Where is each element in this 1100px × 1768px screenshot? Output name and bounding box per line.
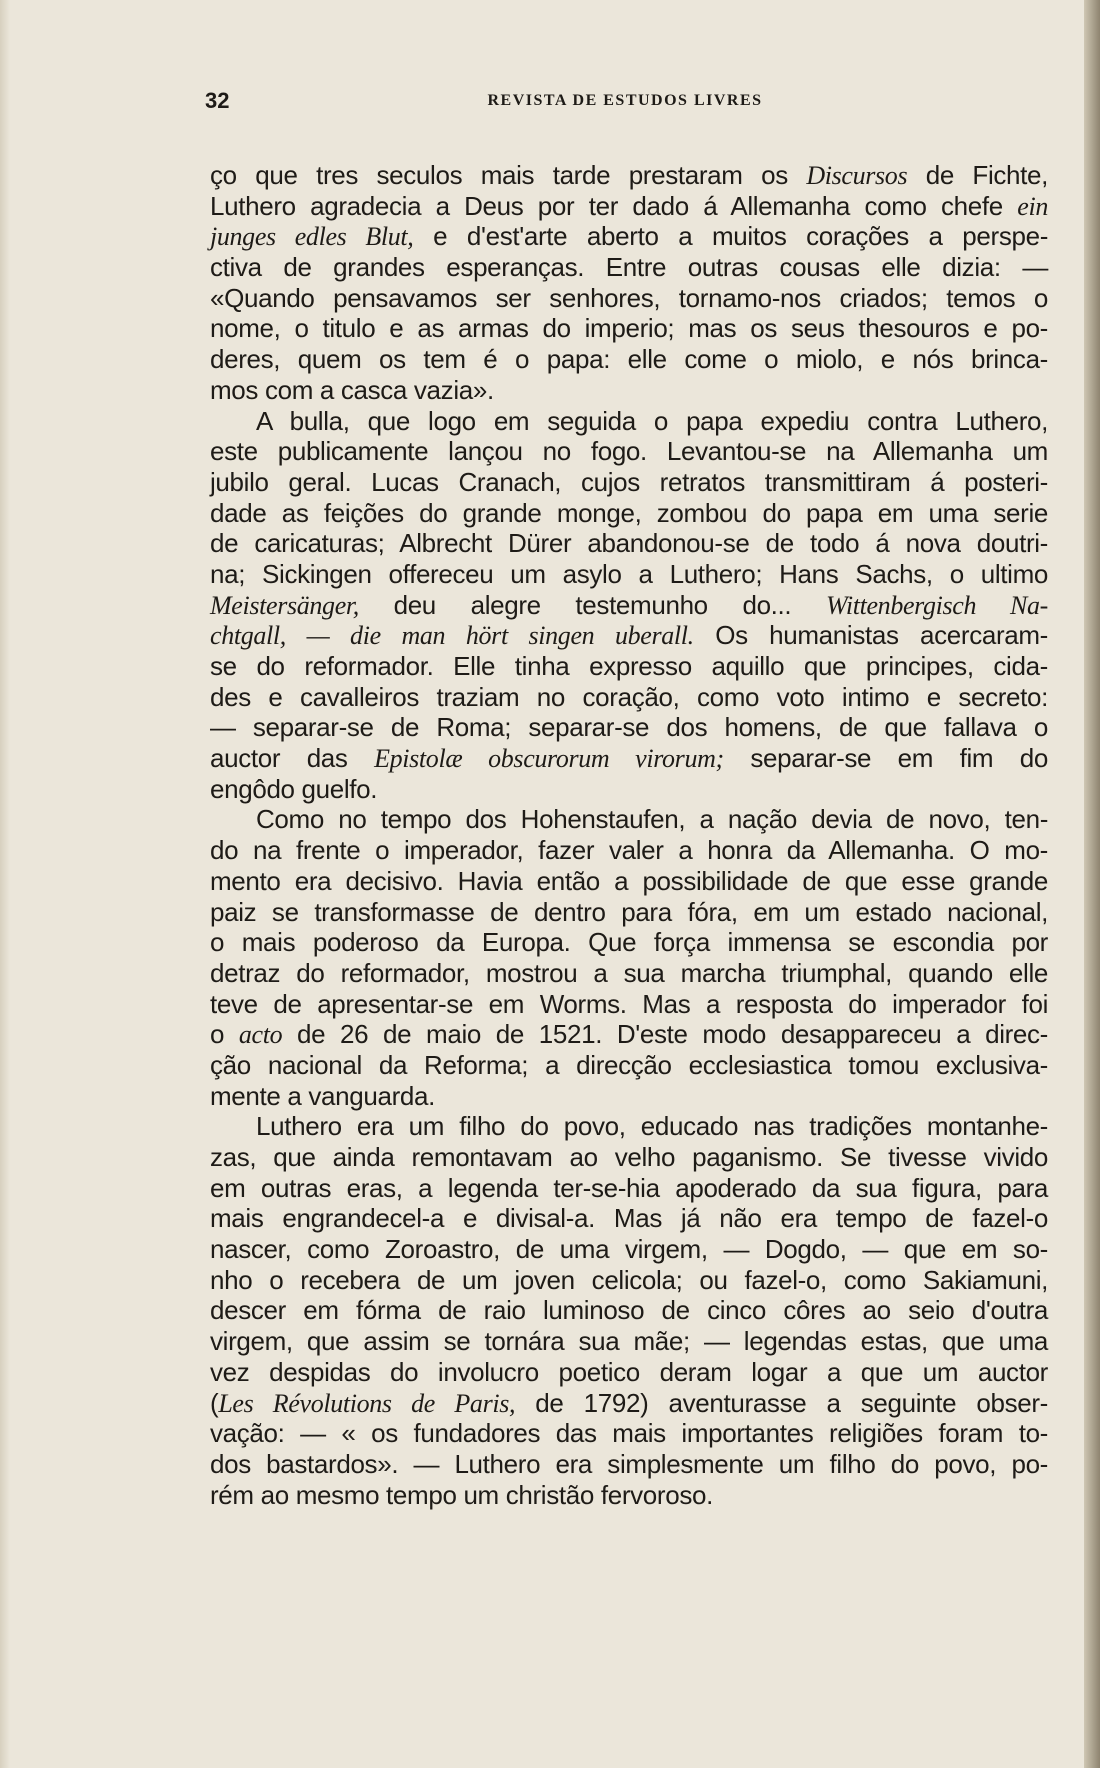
text-run: paiz se transformasse de dentro para fóra, em um estado nacional, [210,896,1048,927]
text-run: dos bastardos». — Luthero era simplesmente um filho do povo, po- [210,1448,1048,1479]
text-run: em outras eras, a legenda ter-se-hia apoderado da sua figura, para [210,1172,1048,1203]
text-line [210,283,1048,314]
paragraph [210,160,1048,406]
text-line [210,344,1048,375]
text-line [210,160,1048,191]
text-run: des e cavalleiros traziam no coração, como voto intimo e secreto: [210,681,1048,712]
text-run: nascer, como Zoroastro, de uma virgem, — Dogdo, — que em so- [210,1234,1048,1265]
text-run: deu alegre testemunho do... [358,589,826,620]
text-run: mais engrandecel-a e divisal-a. Mas já não era tempo de fazel-o [210,1203,1048,1234]
text-run: mos com a casca vazia». [210,374,494,405]
text-run: mente a vanguarda. [210,1080,435,1111]
text-line [210,1173,1048,1204]
text-run: de 1792) aventurasse a seguinte obser- [515,1387,1048,1418]
text-line [210,1019,1048,1050]
text-run: nome, o titulo e as armas do imperio; mas os seus thesouros e po- [210,313,1048,344]
text-line [210,1480,1048,1511]
text-run: «Quando pensavamos ser senhores, tornamo-nos criados; temos o [210,282,1048,313]
italic-text-run: junges edles Blut, [210,222,414,252]
text-run: ctiva de grandes esperanças. Entre outras cousas elle dizia: — [210,252,1048,283]
text-run: engôdo guelfo. [210,773,378,804]
text-run: Luthero agradecia a Deus por ter dado á Allemanha como chefe [210,190,1018,221]
italic-text-run: chtgall, — die man hört singen uberall. [210,621,694,651]
text-line [210,682,1048,713]
text-run: deres, quem os tem é o papa: elle come o miolo, e nós brinca- [210,344,1048,375]
text-run: separar-se em fim do [723,743,1048,774]
text-line [210,191,1048,222]
text-line [210,313,1048,344]
text-run: teve de apresentar-se em Worms. Mas a resposta do imperador foi [210,988,1048,1019]
text-run: de caricaturas; Albrecht Dürer abandonou-se de todo á nova doutri- [210,528,1048,559]
text-line [210,559,1048,590]
text-run: detraz do reformador, mostrou a sua marcha triumphal, quando elle [210,957,1048,988]
italic-text-run: Wittenbergisch Na- [825,590,1048,620]
text-run: dade as feições do grande monge, zombou do papa em uma serie [210,497,1048,528]
text-run: Como no tempo dos Hohenstaufen, a nação devia de novo, ten- [256,804,1048,835]
text-line [210,406,1048,437]
text-run: do na frente o imperador, fazer valer a honra da Allemanha. O mo- [210,835,1048,866]
paragraph [210,1111,1048,1510]
text-line [210,1326,1048,1357]
text-run: descer em fórma de raio luminoso de cinco côres ao seio d'outra [210,1295,1048,1326]
text-run: vação: — « os fundadores das mais importantes religiões foram to- [210,1418,1048,1449]
italic-text-run: Meistersänger, [210,590,359,620]
text-line [210,651,1048,682]
italic-text-run: acto [238,1020,283,1050]
text-run: A bulla, que logo em seguida o papa expediu contra Luthero, [256,405,1048,436]
text-run: ção nacional da Reforma; a direcção ecclesiastica tomou exclusiva- [210,1049,1048,1080]
text-line [210,989,1048,1020]
text-run: ço que tres seculos mais tarde prestaram os [210,160,807,190]
text-run: — separar-se de Roma; separar-se dos homens, de que fallava o [210,712,1048,743]
text-line [210,221,1048,252]
text-run: e d'est'arte aberto a muitos corações a perspe- [413,221,1048,252]
text-line [210,436,1048,467]
text-run: vez despidas do involucro poetico deram logar a que um auctor [210,1356,1048,1387]
text-line [210,774,1048,805]
page-number: 32 [205,88,230,113]
text-run: este publicamente lançou no fogo. Levantou-se na Allemanha um [210,436,1048,467]
text-line [210,1081,1048,1112]
text-line [210,590,1048,621]
italic-text-run: Les Révolutions de Paris, [218,1388,516,1418]
italic-text-run: Discursos [806,161,908,190]
text-run: zas, que ainda remontavam ao velho paganismo. Se tivesse vivido [210,1142,1048,1172]
text-line [210,528,1048,559]
text-run: Os humanistas acercaram- [693,620,1048,651]
text-line [210,743,1048,774]
text-line [210,252,1048,283]
text-line [210,1265,1048,1296]
text-line [210,835,1048,866]
italic-text-run: Epistolæ obscurorum virorum; [374,744,724,774]
body-text [210,160,1048,1510]
text-line [210,804,1048,835]
running-title: REVISTA DE ESTUDOS LIVRES [487,92,763,109]
text-run: ( [210,1387,219,1418]
text-line [210,1357,1048,1388]
text-run: de Fichte, [907,160,1048,190]
page-right-edge [1084,0,1100,1768]
text-run: Luthero era um filho do povo, educado nas tradições montanhe- [256,1111,1048,1142]
text-line [210,467,1048,498]
text-line [210,866,1048,897]
italic-text-run: ein [1017,191,1048,221]
text-line [210,1418,1048,1449]
text-line [210,927,1048,958]
text-run: auctor das [210,743,375,774]
text-line [210,712,1048,743]
text-line [210,620,1048,651]
text-line [210,1388,1048,1419]
text-run: nho o recebera de um joven celicola; ou fazel-o, como Sakiamuni, [210,1264,1048,1295]
text-line [210,498,1048,529]
text-run: o mais poderoso da Europa. Que força immensa se escondia por [210,927,1048,958]
text-line [210,1449,1048,1480]
text-run: mento era decisivo. Havia então a possibilidade de que esse grande [210,865,1048,896]
text-run: jubilo geral. Lucas Cranach, cujos retratos transmittiram á posteri- [210,466,1048,497]
text-line [210,1203,1048,1234]
text-line [210,375,1048,406]
text-line [210,1111,1048,1142]
page-header [205,88,1045,122]
text-line [210,1142,1048,1173]
text-run: de 26 de maio de 1521. D'este modo desappareceu a direc- [282,1019,1048,1050]
text-line [210,1050,1048,1081]
text-run: na; Sickingen offereceu um asylo a Luthero; Hans Sachs, o ultimo [210,558,1048,589]
paragraph [210,804,1048,1111]
text-run: o [210,1019,239,1050]
text-run: virgem, que assim se tornára sua mãe; — legendas estas, que uma [210,1326,1048,1357]
text-line [210,958,1048,989]
paragraph [210,406,1048,805]
text-run: se do reformador. Elle tinha expresso aquillo que principes, cida- [210,651,1048,681]
page-left-edge [0,0,10,1768]
text-run: rém ao mesmo tempo um christão fervoroso. [210,1479,713,1510]
text-line [210,1295,1048,1326]
text-line [210,897,1048,928]
text-line [210,1234,1048,1265]
